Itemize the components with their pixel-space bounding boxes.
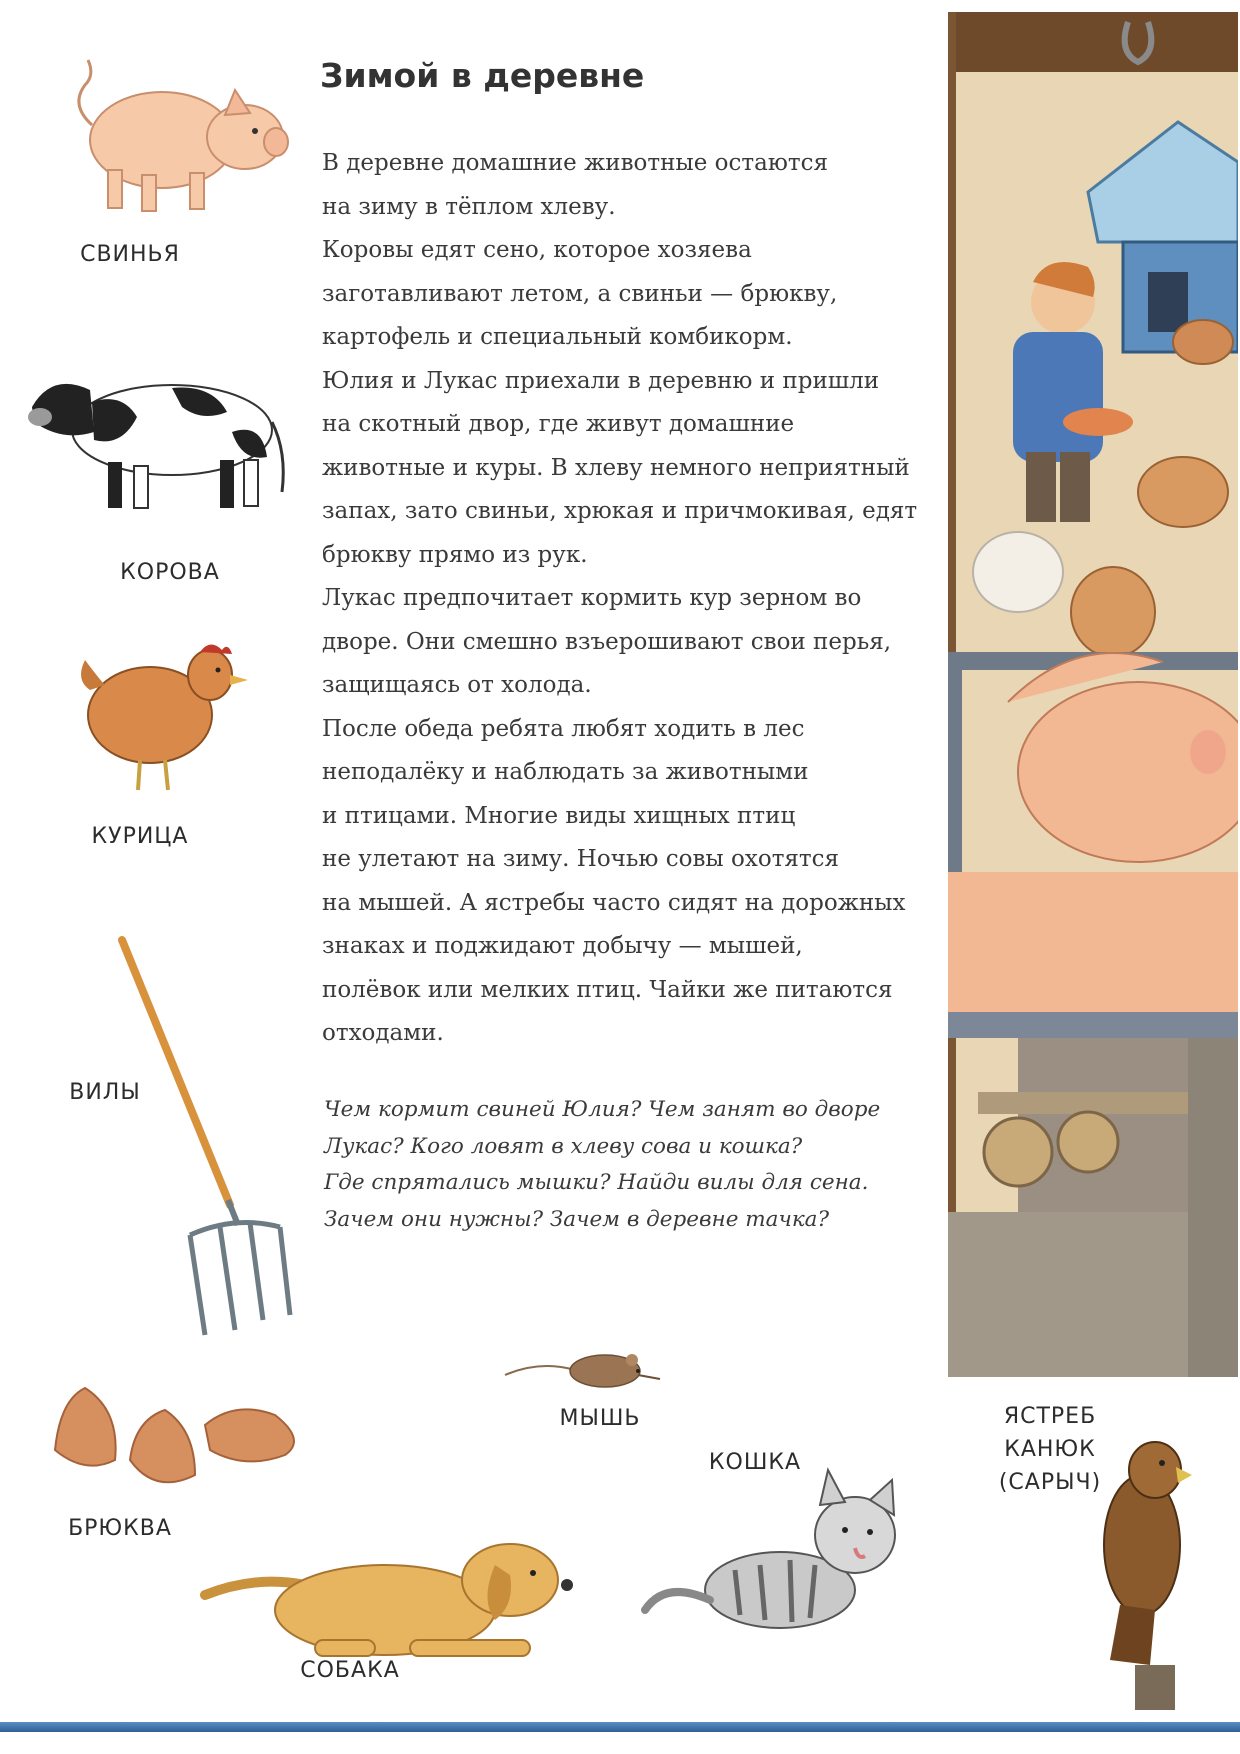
question-line: Зачем они нужны? Зачем в деревне тачка? [324,1206,830,1232]
page-title: Зимой в деревне [320,56,645,95]
farm-scene-illustration [948,12,1238,1377]
caption-hawk-line1: ЯСТРЕБ [1003,1404,1097,1429]
pitchfork-illustration [110,935,310,1345]
questions [324,1092,924,1238]
pig-illustration [50,45,290,225]
caption-pig: СВИНЬЯ [80,242,180,267]
cat-illustration [640,1460,930,1645]
body-line: В деревне домашние животные остаются [322,150,828,176]
cow-illustration [22,362,292,512]
body-text [322,142,922,1056]
body-line: знаках и поджидают добычу — мышей, [322,933,803,959]
body-line: неподалёку и наблюдать за животными [322,759,809,785]
hen-illustration [70,620,250,800]
body-line: После обеда ребята любят ходить в лес [322,715,805,742]
mouse-illustration [500,1335,670,1395]
question-line: Где спрятались мышки? Найди вилы для сена. [324,1170,869,1195]
question-line: Чем кормит свиней Юлия? Чем занят во дворе [324,1097,881,1122]
swede-illustration [45,1380,310,1500]
body-line: Юлия и Лукас приехали в деревню и пришли [322,367,880,394]
caption-pitchfork: ВИЛЫ [69,1080,141,1105]
caption-cow: КОРОВА [120,560,220,585]
body-line: брюкву прямо из рук. [322,541,588,568]
body-line: на скотный двор, где живут домашние [322,411,795,437]
body-line: Лукас предпочитает кормить кур зерном во [322,585,862,611]
bottom-bar [0,1722,1240,1732]
caption-cat: КОШКА [708,1450,802,1475]
body-line: картофель и специальный комбикорм. [322,324,793,350]
dog-illustration [195,1505,595,1680]
caption-mouse: МЫШЬ [559,1406,641,1431]
body-line: животные и куры. В хлеву немного неприятный [322,454,910,481]
caption-hawk-line2: КАНЮК [1004,1437,1096,1462]
hawk-illustration [1080,1425,1210,1710]
body-line: заготавливают летом, а свиньи — брюкву, [322,280,838,307]
question-line: Лукас? Кого ловят в хлеву сова и кошка? [324,1133,803,1159]
body-line: защищаясь от холода. [322,672,592,698]
body-line: Коровы едят сено, которое хозяева [322,237,752,263]
body-line: запах, зато свиньи, хрюкая и причмокивая, едят [322,498,918,524]
body-line: полёвок или мелких птиц. Чайки же питаются [322,976,893,1003]
body-line: отходами. [322,1020,444,1046]
farm-scene-svg [948,12,1238,1377]
body-line: дворе. Они смешно взъерошивают свои перья, [322,628,892,655]
caption-swede: БРЮКВА [68,1516,172,1541]
caption-hawk-line3: (САРЫЧ) [998,1470,1102,1495]
caption-dog: СОБАКА [300,1658,400,1683]
body-line: на мышей. А ястребы часто сидят на дорожных [322,889,906,916]
body-line: не улетают на зиму. Ночью совы охотятся [322,846,840,872]
caption-hen: КУРИЦА [91,824,189,849]
body-line: на зиму в тёплом хлеву. [322,193,616,220]
body-line: и птицами. Многие виды хищных птиц [322,802,796,829]
